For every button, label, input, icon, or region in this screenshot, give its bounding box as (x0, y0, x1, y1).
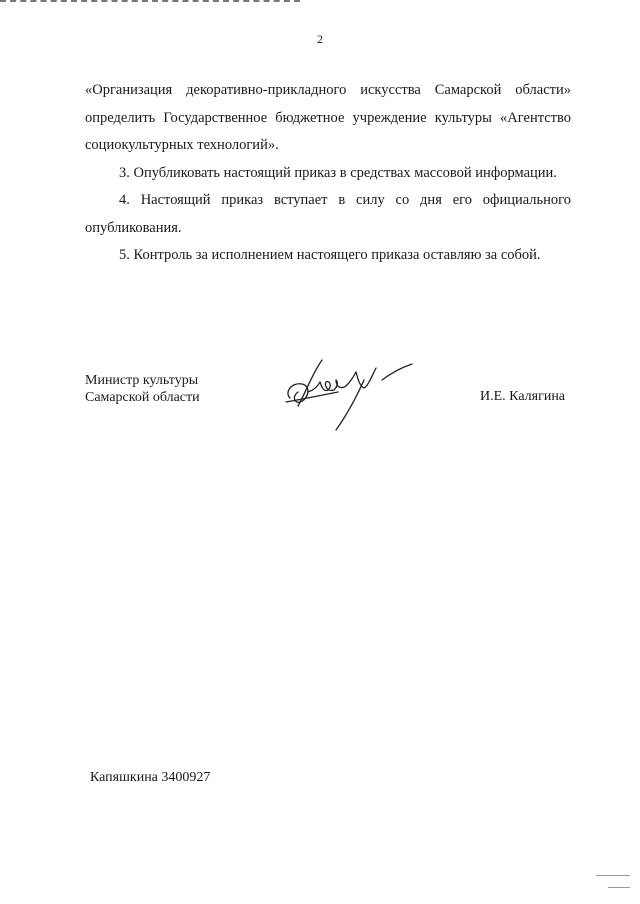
paragraph-continuation: «Организация декоративно-прикладного искусства Самарской области» определить Государственное бюджетное учреждение культуры «Агентство социокультурных технологий». (85, 82, 571, 153)
paragraph-item-5: 5. Контроль за исполнением настоящего приказа оставляю за собой. (119, 247, 541, 263)
paragraph-item-4: 4. Настоящий приказ вступает в силу со дня его официального опубликования. (85, 192, 571, 236)
signatory-name: И.Е. Калягина (480, 389, 566, 404)
signatory-position-line-2: Самарской области (85, 390, 200, 405)
page-number: 2 (317, 32, 323, 46)
executor-contact: Капяшкина 3400927 (90, 770, 211, 785)
document-body (85, 77, 571, 270)
top-scan-dash-line (0, 0, 300, 6)
signatory-position-line-1: Министр культуры (85, 373, 199, 388)
bottom-scan-marks (590, 868, 630, 892)
handwritten-signature (278, 352, 428, 434)
paragraph-item-3: 3. Опубликовать настоящий приказ в средствах массовой информации. (119, 164, 557, 181)
signatory-position (85, 372, 200, 406)
